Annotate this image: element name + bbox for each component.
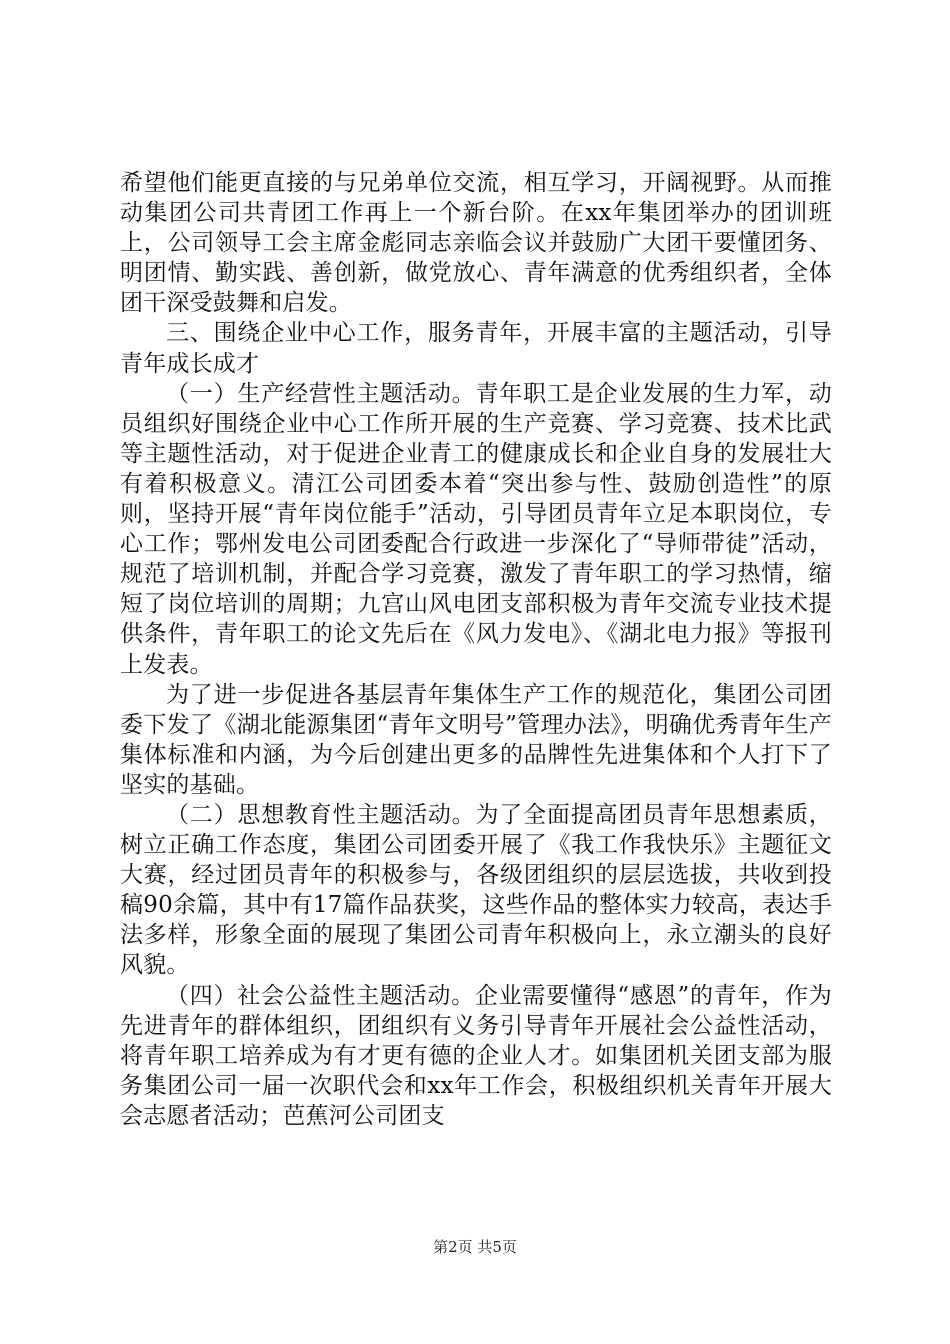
paragraph-regulation: 为了进一步促进各基层青年集体生产工作的规范化，集团公司团委下发了《湖北能源集团“青年文明号”管理办法》，明确优秀青年生产集体标准和内涵，为今后创建出更多的品牌性先进集体和个人打下了坚实的基础。 <box>120 681 832 798</box>
paragraph-public-welfare: （四）社会公益性主题活动。企业需要懂得“感恩”的青年，作为先进青年的群体组织，团组织有义务引导青年开展社会公益性活动，将青年职工培养成为有才更有德的企业人才。如集团机关团支部为服务集团公司一届一次职代会和xx年工作会，积极组织机关青年开展大会志愿者活动；芭蕉河公司团支 <box>120 982 832 1129</box>
page-footer: 第2页 共5页 <box>433 1238 517 1256</box>
paragraph-continuation: 希望他们能更直接的与兄弟单位交流，相互学习，开阔视野。从而推动集团公司共青团工作再上一个新台阶。在xx年集团举办的团训班上，公司领导工会主席金彪同志亲临会议并鼓励广大团干要懂团务、明团情、勤实践、善创新，做党放心、青年满意的优秀组织者，全体团干深受鼓舞和启发。 <box>120 170 832 317</box>
paragraph-ideology: （二）思想教育性主题活动。为了全面提高团员青年思想素质，树立正确工作态度，集团公司团委开展了《我工作我快乐》主题征文大赛，经过团员青年的积极参与，各级团组织的层层选拔，共收到投稿90余篇，其中有17篇作品获奖，这些作品的整体实力较高，表达手法多样，形象全面的展现了集团公司青年积极向上，永立潮头的良好风貌。 <box>120 801 832 979</box>
paragraph-production: （一）生产经营性主题活动。青年职工是企业发展的生力军，动员组织好围绕企业中心工作所开展的生产竞赛、学习竞赛、技术比武等主题性活动，对于促进企业青工的健康成长和企业自身的发展壮大有着积极意义。清江公司团委本着“突出参与性、鼓励创造性”的原则，坚持开展“青年岗位能手”活动，引导团员青年立足本职岗位，专心工作；鄂州发电公司团委配合行政进一步深化了“导师带徒”活动，规范了培训机制，并配合学习竞赛，激发了青年职工的学习热情，缩短了岗位培训的周期；九宫山风电团支部积极为青年交流专业技术提供条件，青年职工的论文先后在《风力发电》、《湖北电力报》等报刊上发表。 <box>120 380 832 678</box>
section-heading: 三、围绕企业中心工作，服务青年，开展丰富的主题活动，引导青年成长成才 <box>120 320 832 377</box>
document-body <box>120 168 832 1131</box>
